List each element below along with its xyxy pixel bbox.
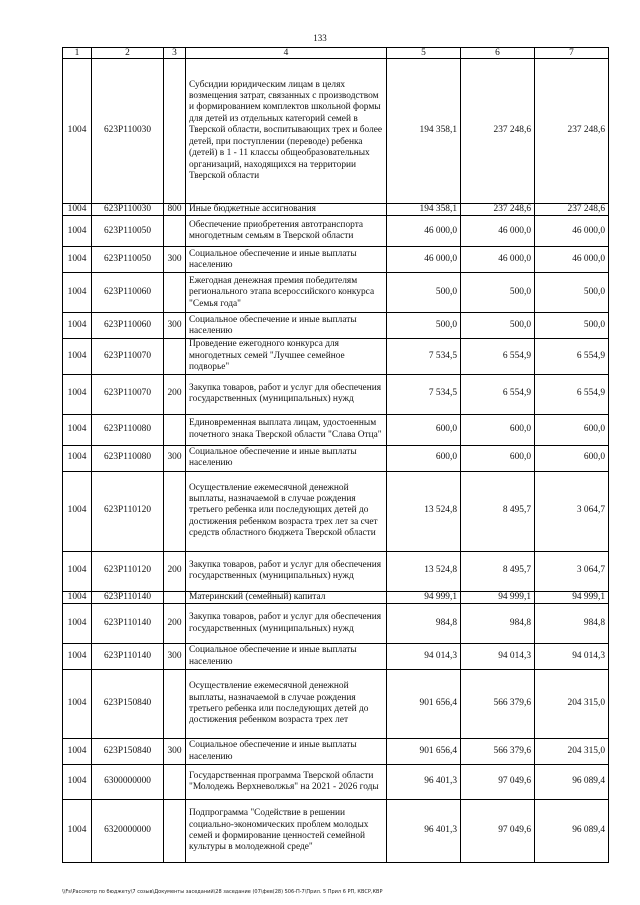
amount-col6-cell: 6 554,9 (461, 374, 535, 414)
section-cell: 1004 (63, 800, 92, 863)
column-header: 5 (387, 48, 461, 59)
column-header: 7 (535, 48, 609, 59)
section-cell: 1004 (63, 339, 92, 374)
expense-type-cell: 300 (164, 739, 186, 765)
section-cell: 1004 (63, 204, 92, 216)
column-header: 1 (63, 48, 92, 59)
item-name-cell: Субсидии юридическим лицам в целях возмещения затрат, связанных с производством и формированием комплектов школьной формы для детей из отдельных категорий семей в Тверской области, воспитывающих трех и более детей, при поступлении (переводе) ребенка (детей) в 1 - 11 классы общеобразовательных организаций, находящихся на территории Тверской области (186, 59, 387, 204)
section-cell: 1004 (63, 644, 92, 670)
item-name-cell: Проведение ежегодного конкурса для многодетных семей "Лучшее семейное подворье" (186, 339, 387, 374)
target-code-cell: 6320000000 (92, 800, 164, 863)
target-code-cell: 623P110080 (92, 414, 164, 445)
amount-col6-cell: 94 014,3 (461, 644, 535, 670)
item-name-cell: Осуществление ежемесячной денежной выплаты, назначаемой в случае рождения третьего ребенка или последующих детей до достижения ребенком возраста трех лет за счет средств областного бюджета Тверской области (186, 471, 387, 551)
amount-col6-cell: 8 495,7 (461, 551, 535, 591)
table-row (63, 765, 609, 800)
section-cell: 1004 (63, 670, 92, 739)
expense-type-cell (164, 414, 186, 445)
table-row (63, 273, 609, 313)
amount-col5-cell: 984,8 (387, 604, 461, 644)
item-name-cell: Государственная программа Тверской области "Молодежь Верхневолжья" на 2021 - 2026 годы (186, 765, 387, 800)
expense-type-cell (164, 59, 186, 204)
amount-col7-cell: 6 554,9 (535, 374, 609, 414)
table-row (63, 644, 609, 670)
table-row (63, 739, 609, 765)
item-name-cell: Осуществление ежемесячной денежной выплаты, назначаемой в случае рождения третьего ребенка или последующих детей до достижения ребенком возраста трех лет (186, 670, 387, 739)
expense-type-cell: 300 (164, 313, 186, 339)
amount-col6-cell: 97 049,6 (461, 800, 535, 863)
section-cell: 1004 (63, 247, 92, 273)
table-row (63, 551, 609, 591)
target-code-cell: 623P110070 (92, 339, 164, 374)
column-header: 6 (461, 48, 535, 59)
amount-col5-cell: 46 000,0 (387, 247, 461, 273)
amount-col6-cell: 94 999,1 (461, 591, 535, 603)
table-row (63, 247, 609, 273)
expense-type-cell (164, 339, 186, 374)
amount-col6-cell: 237 248,6 (461, 204, 535, 216)
table-row (63, 800, 609, 863)
amount-col7-cell: 96 089,4 (535, 800, 609, 863)
expense-type-cell: 200 (164, 604, 186, 644)
amount-col6-cell: 566 379,6 (461, 739, 535, 765)
target-code-cell: 623P110060 (92, 273, 164, 313)
amount-col7-cell: 46 000,0 (535, 216, 609, 247)
target-code-cell: 623P110120 (92, 551, 164, 591)
amount-col5-cell: 194 358,1 (387, 59, 461, 204)
amount-col6-cell: 6 554,9 (461, 339, 535, 374)
item-name-cell: Закупка товаров, работ и услуг для обеспечения государственных (муниципальных) нужд (186, 374, 387, 414)
table-row (63, 216, 609, 247)
item-name-cell: Подпрограмма "Содействие в решении социально-экономических проблем молодых семей и формирование ценностей семейной культуры в молодежной среде" (186, 800, 387, 863)
amount-col6-cell: 984,8 (461, 604, 535, 644)
header-row (63, 48, 609, 59)
table-row (63, 313, 609, 339)
page-number: 133 (313, 33, 327, 43)
target-code-cell: 623P110120 (92, 471, 164, 551)
section-cell: 1004 (63, 414, 92, 445)
item-name-cell: Социальное обеспечение и иные выплаты населению (186, 247, 387, 273)
table-row (63, 204, 609, 216)
amount-col7-cell: 204 315,0 (535, 739, 609, 765)
table-row (63, 670, 609, 739)
section-cell: 1004 (63, 471, 92, 551)
amount-col5-cell: 94 014,3 (387, 644, 461, 670)
target-code-cell: 623P110140 (92, 591, 164, 603)
column-header: 4 (186, 48, 387, 59)
target-code-cell: 623P110030 (92, 204, 164, 216)
section-cell: 1004 (63, 765, 92, 800)
section-cell: 1004 (63, 374, 92, 414)
column-header: 2 (92, 48, 164, 59)
amount-col5-cell: 13 524,8 (387, 551, 461, 591)
expense-type-cell: 300 (164, 644, 186, 670)
amount-col7-cell: 500,0 (535, 313, 609, 339)
amount-col5-cell: 600,0 (387, 414, 461, 445)
amount-col5-cell: 194 358,1 (387, 204, 461, 216)
section-cell: 1004 (63, 273, 92, 313)
table-row (63, 445, 609, 471)
target-code-cell: 623P110050 (92, 216, 164, 247)
amount-col6-cell: 600,0 (461, 445, 535, 471)
budget-table (62, 47, 609, 863)
target-code-cell: 623P110140 (92, 604, 164, 644)
section-cell: 1004 (63, 604, 92, 644)
expense-type-cell: 300 (164, 445, 186, 471)
section-cell: 1004 (63, 591, 92, 603)
target-code-cell: 623P110140 (92, 644, 164, 670)
item-name-cell: Закупка товаров, работ и услуг для обеспечения государственных (муниципальных) нужд (186, 604, 387, 644)
item-name-cell: Иные бюджетные ассигнования (186, 204, 387, 216)
amount-col5-cell: 96 401,3 (387, 765, 461, 800)
expense-type-cell (164, 273, 186, 313)
amount-col5-cell: 7 534,5 (387, 374, 461, 414)
section-cell: 1004 (63, 313, 92, 339)
table-row (63, 374, 609, 414)
amount-col5-cell: 901 656,4 (387, 670, 461, 739)
amount-col5-cell: 600,0 (387, 445, 461, 471)
amount-col7-cell: 984,8 (535, 604, 609, 644)
table-row (63, 471, 609, 551)
item-name-cell: Социальное обеспечение и иные выплаты населению (186, 445, 387, 471)
section-cell: 1004 (63, 216, 92, 247)
target-code-cell: 623P150840 (92, 670, 164, 739)
table-row (63, 604, 609, 644)
file-path-footer: \\Fs\Рассмотр по бюджету\7 созыв\Документы заседаний\28 заседание (07\фев(28) 506-П-7\Прил. 5 Прил 6 РП, КВСР,КВР (62, 889, 383, 895)
amount-col6-cell: 97 049,6 (461, 765, 535, 800)
target-code-cell: 623P110050 (92, 247, 164, 273)
item-name-cell: Обеспечение приобретения автотранспорта многодетным семьям в Тверской области (186, 216, 387, 247)
amount-col5-cell: 7 534,5 (387, 339, 461, 374)
item-name-cell: Социальное обеспечение и иные выплаты населению (186, 313, 387, 339)
amount-col6-cell: 8 495,7 (461, 471, 535, 551)
amount-col7-cell: 94 999,1 (535, 591, 609, 603)
amount-col7-cell: 500,0 (535, 273, 609, 313)
table-row (63, 339, 609, 374)
expense-type-cell (164, 471, 186, 551)
column-header: 3 (164, 48, 186, 59)
amount-col7-cell: 3 064,7 (535, 471, 609, 551)
amount-col6-cell: 500,0 (461, 273, 535, 313)
item-name-cell: Материнский (семейный) капитал (186, 591, 387, 603)
table-row (63, 414, 609, 445)
amount-col7-cell: 600,0 (535, 414, 609, 445)
amount-col5-cell: 94 999,1 (387, 591, 461, 603)
amount-col6-cell: 600,0 (461, 414, 535, 445)
amount-col7-cell: 237 248,6 (535, 59, 609, 204)
amount-col6-cell: 500,0 (461, 313, 535, 339)
target-code-cell: 6300000000 (92, 765, 164, 800)
amount-col5-cell: 901 656,4 (387, 739, 461, 765)
expense-type-cell: 300 (164, 247, 186, 273)
amount-col5-cell: 500,0 (387, 313, 461, 339)
amount-col5-cell: 13 524,8 (387, 471, 461, 551)
item-name-cell: Ежегодная денежная премия победителям регионального этапа всероссийского конкурса "Семья года" (186, 273, 387, 313)
table-row (63, 591, 609, 603)
amount-col7-cell: 46 000,0 (535, 247, 609, 273)
section-cell: 1004 (63, 551, 92, 591)
amount-col6-cell: 566 379,6 (461, 670, 535, 739)
target-code-cell: 623P110060 (92, 313, 164, 339)
target-code-cell: 623P110080 (92, 445, 164, 471)
expense-type-cell (164, 765, 186, 800)
amount-col6-cell: 237 248,6 (461, 59, 535, 204)
target-code-cell: 623P110070 (92, 374, 164, 414)
expense-type-cell: 800 (164, 204, 186, 216)
expense-type-cell (164, 670, 186, 739)
expense-type-cell: 200 (164, 374, 186, 414)
amount-col7-cell: 204 315,0 (535, 670, 609, 739)
amount-col7-cell: 237 248,6 (535, 204, 609, 216)
expense-type-cell (164, 591, 186, 603)
expense-type-cell: 200 (164, 551, 186, 591)
amount-col5-cell: 500,0 (387, 273, 461, 313)
amount-col5-cell: 96 401,3 (387, 800, 461, 863)
table-row (63, 59, 609, 204)
amount-col6-cell: 46 000,0 (461, 247, 535, 273)
target-code-cell: 623P150840 (92, 739, 164, 765)
amount-col7-cell: 94 014,3 (535, 644, 609, 670)
item-name-cell: Социальное обеспечение и иные выплаты населению (186, 644, 387, 670)
section-cell: 1004 (63, 739, 92, 765)
amount-col7-cell: 6 554,9 (535, 339, 609, 374)
amount-col7-cell: 3 064,7 (535, 551, 609, 591)
amount-col6-cell: 46 000,0 (461, 216, 535, 247)
section-cell: 1004 (63, 59, 92, 204)
target-code-cell: 623P110030 (92, 59, 164, 204)
item-name-cell: Единовременная выплата лицам, удостоенным почетного знака Тверской области "Слава Отца" (186, 414, 387, 445)
expense-type-cell (164, 800, 186, 863)
item-name-cell: Социальное обеспечение и иные выплаты населению (186, 739, 387, 765)
amount-col7-cell: 96 089,4 (535, 765, 609, 800)
expense-type-cell (164, 216, 186, 247)
amount-col5-cell: 46 000,0 (387, 216, 461, 247)
amount-col7-cell: 600,0 (535, 445, 609, 471)
section-cell: 1004 (63, 445, 92, 471)
item-name-cell: Закупка товаров, работ и услуг для обеспечения государственных (муниципальных) нужд (186, 551, 387, 591)
